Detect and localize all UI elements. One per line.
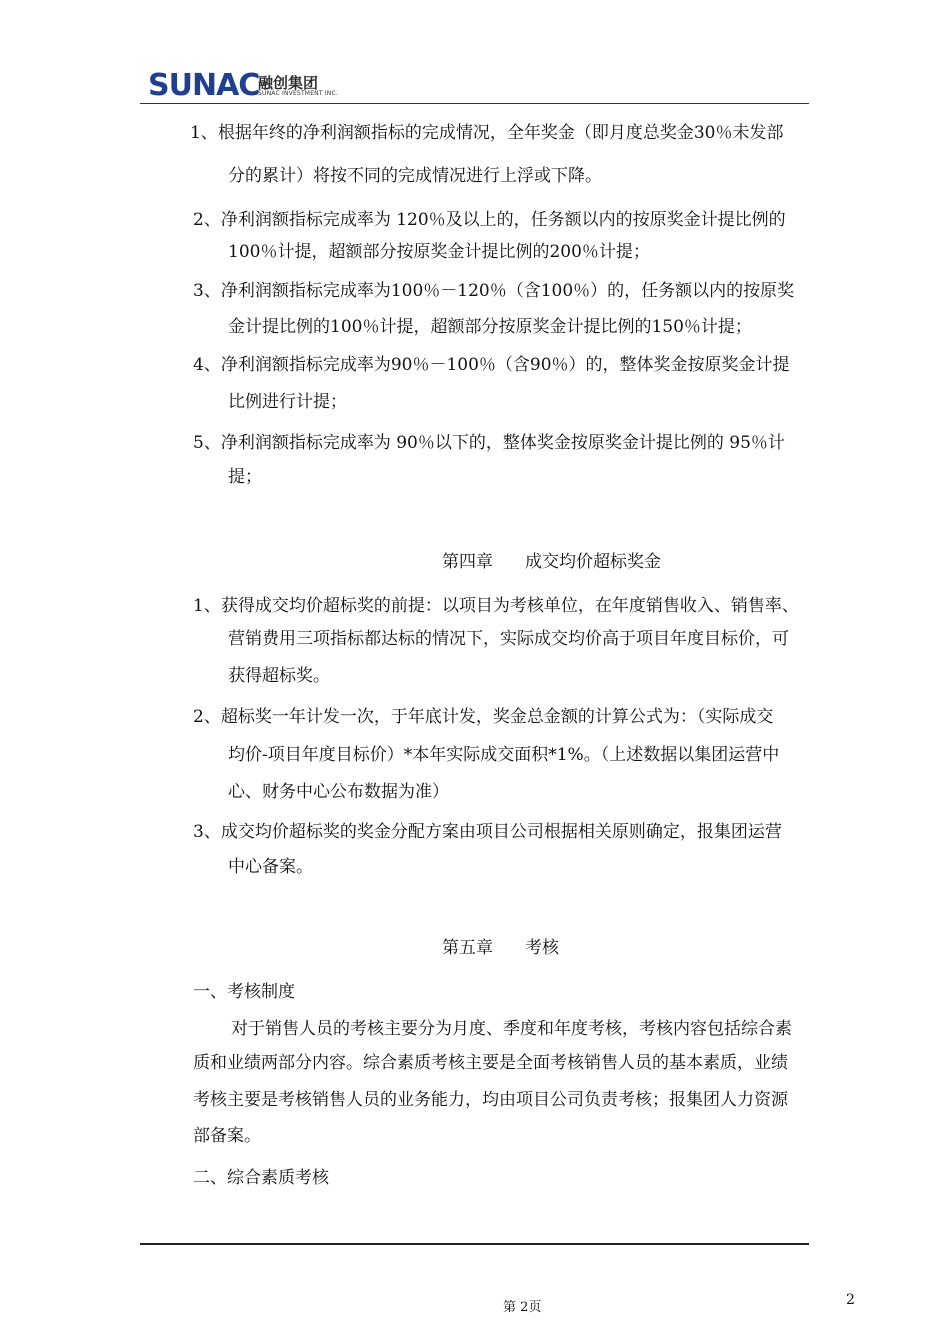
paragraph-line: 比例进行计提； bbox=[228, 392, 347, 412]
paragraph-line: 5、净利润额指标完成率为 90％以下的，整体奖金按原奖金计提比例的 95％计 bbox=[193, 433, 785, 453]
paragraph-line: 考核主要是考核销售人员的业务能力，均由项目公司负责考核；报集团人力资源 bbox=[193, 1090, 788, 1110]
paragraph-line: 对于销售人员的考核主要分为月度、季度和年度考核，考核内容包括综合素 bbox=[231, 1019, 792, 1039]
paragraph-line: 100％计提，超额部分按原奖金计提比例的200％计提； bbox=[228, 242, 650, 262]
paragraph-line: 3、成交均价超标奖的奖金分配方案由项目公司根据相关原则确定，报集团运营 bbox=[193, 822, 782, 842]
page-label: 第 2页 bbox=[503, 1300, 542, 1315]
paragraph-line: 获得超标奖。 bbox=[228, 666, 330, 686]
paragraph-line: 1、根据年终的净利润额指标的完成情况，全年奖金（即月度总奖金30％未发部 bbox=[190, 123, 784, 143]
paragraph-line: 部备案。 bbox=[193, 1126, 261, 1146]
header-rule bbox=[140, 103, 809, 104]
chapter-title: 考核 bbox=[525, 938, 559, 958]
page-number: 2 bbox=[846, 1292, 855, 1308]
paragraph-line: 1、获得成交均价超标奖的前提：以项目为考核单位，在年度销售收入、销售率、 bbox=[193, 596, 799, 616]
chapter-heading bbox=[442, 938, 559, 958]
paragraph-line: 质和业绩两部分内容。综合素质考核主要是全面考核销售人员的基本素质，业绩 bbox=[193, 1053, 788, 1073]
paragraph-line: 4、净利润额指标完成率为90％－100％（含90％）的，整体奖金按原奖金计提 bbox=[193, 355, 790, 375]
chapter-heading bbox=[442, 552, 661, 572]
chapter-number: 第四章 bbox=[442, 552, 493, 572]
paragraph-line: 营销费用三项指标都达标的情况下，实际成交均价高于项目年度目标价，可 bbox=[228, 629, 789, 649]
chapter-number: 第五章 bbox=[442, 938, 493, 958]
paragraph-line: 金计提比例的100％计提，超额部分按原奖金计提比例的150％计提； bbox=[228, 317, 752, 337]
subsection-heading: 二、综合素质考核 bbox=[193, 1168, 329, 1188]
paragraph-line: 心、财务中心公布数据为准） bbox=[228, 782, 449, 802]
paragraph-line: 提； bbox=[228, 467, 262, 487]
subsection-heading: 一、考核制度 bbox=[193, 982, 295, 1002]
paragraph-line: 分的累计）将按不同的完成情况进行上浮或下降。 bbox=[228, 166, 602, 186]
paragraph-line: 2、净利润额指标完成率为 120％及以上的，任务额以内的按原奖金计提比例的 bbox=[193, 210, 786, 230]
paragraph-line: 中心备案。 bbox=[228, 857, 313, 877]
logo-english-name: SUNAC INVESTMENT INC. bbox=[258, 90, 338, 97]
footer-rule bbox=[140, 1243, 809, 1245]
paragraph-line: 3、净利润额指标完成率为100％－120％（含100％）的，任务额以内的按原奖 bbox=[193, 281, 795, 301]
logo-wordmark: SUNAC bbox=[148, 68, 260, 103]
logo-chinese-name: 融创集团 bbox=[258, 74, 319, 92]
paragraph-line: 2、超标奖一年计发一次，于年底计发，奖金总金额的计算公式为：（实际成交 bbox=[193, 707, 774, 727]
chapter-title: 成交均价超标奖金 bbox=[525, 552, 661, 572]
paragraph-line: 均价-项目年度目标价）*本年实际成交面积*1%。（上述数据以集团运营中 bbox=[228, 745, 780, 765]
